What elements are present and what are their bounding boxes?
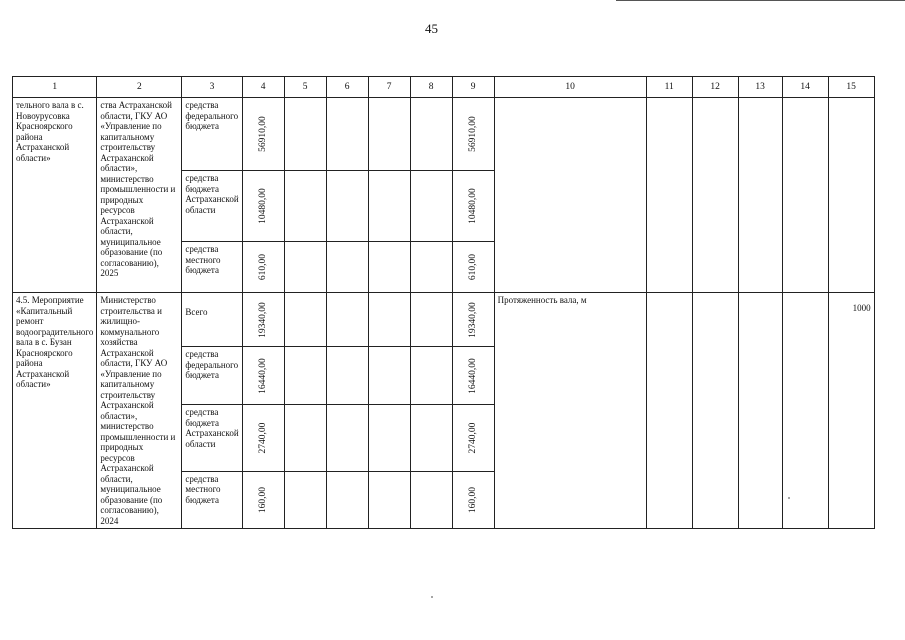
amount-cell [242,98,284,171]
page-number: 45 [425,21,438,36]
executor-cell: Министерство строительства и жилищно-коммунального хозяйства Астраханской области, ГКУ АО «Управление по капитальному строительству Астраханской области», министерство промышленности и природных ресурсов Астраханской области, муниципальное образование (по согласованию), 2024 [97,293,182,529]
table-row [13,98,875,171]
header-cell: 5 [284,77,326,98]
target-value-cell: 1000 [828,293,874,529]
total-value: 16440,00 [467,357,478,394]
amount-cell [242,471,284,528]
header-cell: 13 [738,77,782,98]
table-row [13,293,875,347]
total-value: 160,00 [467,486,478,513]
amount-value: 16440,00 [257,357,268,394]
indicator-cell: Протяженность вала, м [494,293,646,529]
total-cell [452,171,494,242]
funding-source-cell: Всего [182,293,242,347]
scan-speck [431,596,433,598]
funding-source-cell: средства бюджета Астраханской области [182,405,242,471]
measure-cell: тельного вала в с. Новоурусовка Красноярского района Астраханской области» [13,98,97,293]
total-cell [452,471,494,528]
header-cell: 2 [97,77,182,98]
total-cell [452,293,494,347]
measure-cell: 4.5. Мероприятие «Капитальный ремонт водооградительного вала в с. Бузан Красноярского района Астраханской области» [13,293,97,529]
top-rule [616,0,905,1]
indicator-cell [494,98,646,293]
amount-cell [242,171,284,242]
funding-source-cell: средства местного бюджета [182,242,242,293]
header-cell: 4 [242,77,284,98]
header-cell: 6 [326,77,368,98]
header-cell: 10 [494,77,646,98]
funding-source-cell: средства федерального бюджета [182,98,242,171]
header-cell: 12 [692,77,738,98]
header-cell: 8 [410,77,452,98]
funding-source-cell: средства бюджета Астраханской области [182,171,242,242]
amount-cell [242,293,284,347]
total-value: 610,00 [467,253,478,281]
total-value: 10480,00 [467,188,478,224]
header-cell: 11 [646,77,692,98]
amount-cell [242,405,284,471]
budget-table [12,76,875,529]
amount-cell [242,242,284,293]
amount-value: 19340,00 [257,301,268,338]
total-value: 2740,00 [467,422,478,454]
funding-source-cell: средства федерального бюджета [182,347,242,405]
amount-value: 10480,00 [257,188,268,224]
amount-value: 160,00 [257,486,268,513]
amount-value: 2740,00 [257,422,268,454]
total-cell [452,242,494,293]
amount-value: 56910,00 [257,116,268,152]
funding-source-cell: средства местного бюджета [182,471,242,528]
amount-value: 610,00 [257,253,268,281]
header-cell: 1 [13,77,97,98]
total-cell [452,405,494,471]
header-cell: 7 [368,77,410,98]
header-cell: 3 [182,77,242,98]
total-cell [452,98,494,171]
amount-cell [242,347,284,405]
header-cell: 9 [452,77,494,98]
total-cell [452,347,494,405]
header-cell: 15 [828,77,874,98]
header-row [13,77,875,98]
executor-cell: ства Астраханской области, ГКУ АО «Управление по капитальному строительству Астраханской области», министерство промышленности и природных ресурсов Астраханской области, муниципальное образование (по согласованию), 2025 [97,98,182,293]
scan-speck [788,497,790,499]
header-cell: 14 [782,77,828,98]
total-value: 19340,00 [467,301,478,338]
total-value: 56910,00 [467,116,478,152]
